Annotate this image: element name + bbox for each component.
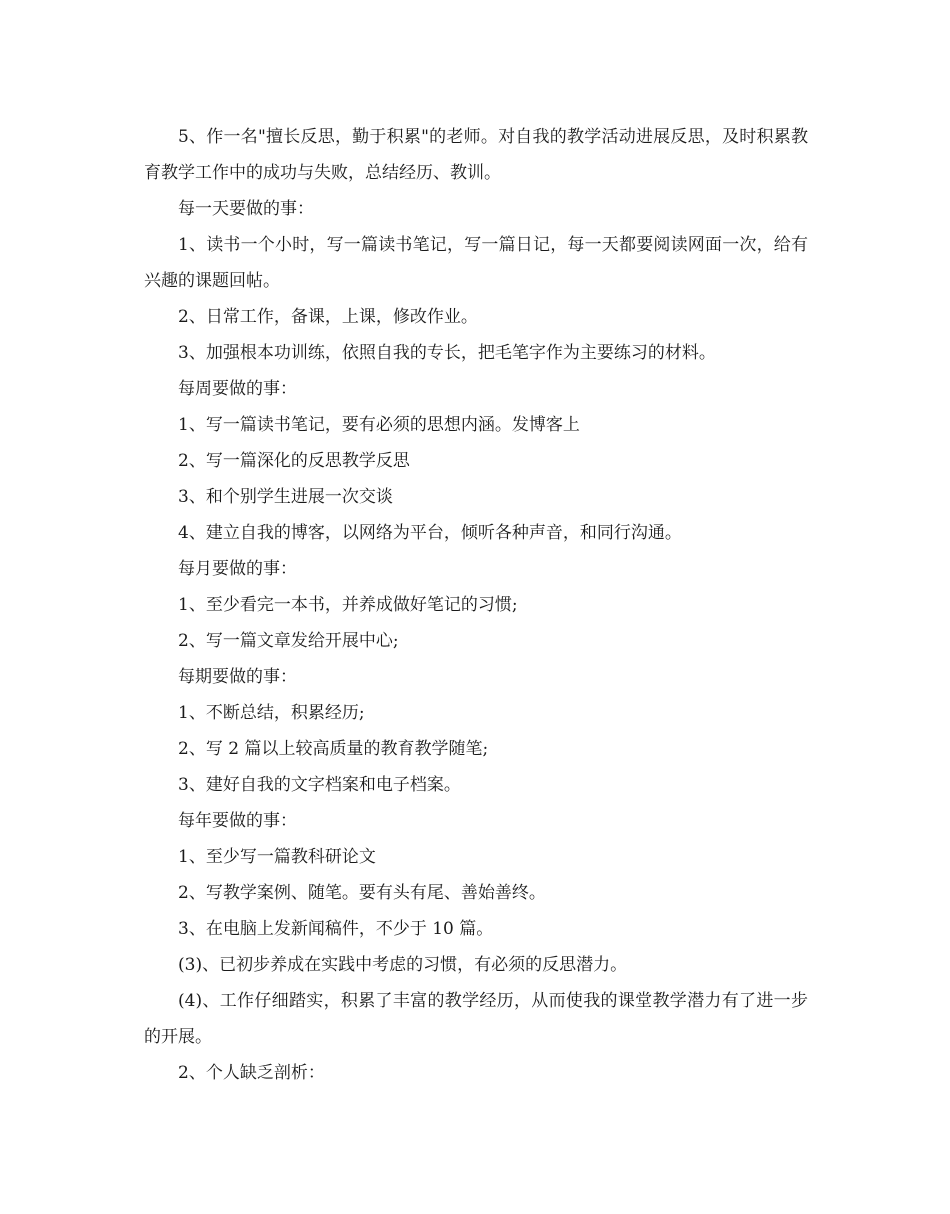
- yearly-item-1: 1、至少写一篇教科研论文: [178, 847, 376, 867]
- daily-item-1: 1、读书一个小时，写一篇读书笔记，写一篇日记，每一天都要阅读网面一次，给有兴趣的课题回帖。: [144, 235, 808, 291]
- weekly-item-1: 1、写一篇读书笔记，要有必须的思想内涵。发博客上: [178, 415, 580, 435]
- term-item-3: 3、建好自我的文字档案和电子档案。: [178, 775, 461, 795]
- weekly-item-2: 2、写一篇深化的反思教学反思: [178, 451, 410, 471]
- daily-item-3: 3、加强根本功训练，依照自我的专长，把毛笔字作为主要练习的材料。: [178, 343, 716, 363]
- heading-yearly-tasks: 每年要做的事：: [178, 811, 297, 831]
- strength-item-3: (3)、已初步养成在实践中考虑的习惯，有必须的反思潜力。: [178, 955, 628, 975]
- yearly-item-3: 3、在电脑上发新闻稿件，不少于 10 篇。: [178, 919, 494, 939]
- document-body: [144, 119, 808, 1091]
- monthly-item-2: 2、写一篇文章发给开展中心;: [178, 631, 399, 651]
- paragraph-reflective-teacher: 5、作一名"擅长反思，勤于积累"的老师。对自我的教学活动进展反思，及时积累教育教学工作中的成功与失败，总结经历、教训。: [144, 127, 808, 183]
- heading-personal-shortcomings: 2、个人缺乏剖析：: [178, 1063, 325, 1083]
- weekly-item-3: 3、和个别学生进展一次交谈: [178, 487, 393, 507]
- daily-item-2: 2、日常工作，备课，上课，修改作业。: [178, 307, 478, 327]
- heading-daily-tasks: 每一天要做的事：: [178, 199, 314, 219]
- heading-monthly-tasks: 每月要做的事：: [178, 559, 297, 579]
- monthly-item-1: 1、至少看完一本书，并养成做好笔记的习惯;: [178, 595, 518, 615]
- term-item-2: 2、写 2 篇以上较高质量的教育教学随笔;: [178, 739, 489, 759]
- weekly-item-4: 4、建立自我的博客，以网络为平台，倾听各种声音，和同行沟通。: [178, 523, 682, 543]
- strength-item-4: (4)、工作仔细踏实，积累了丰富的教学经历，从而使我的课堂教学潜力有了进一步的开展。: [144, 991, 808, 1047]
- term-item-1: 1、不断总结，积累经历;: [178, 703, 365, 723]
- heading-term-tasks: 每期要做的事：: [178, 667, 297, 687]
- heading-weekly-tasks: 每周要做的事：: [178, 379, 297, 399]
- yearly-item-2: 2、写教学案例、随笔。要有头有尾、善始善终。: [178, 883, 546, 903]
